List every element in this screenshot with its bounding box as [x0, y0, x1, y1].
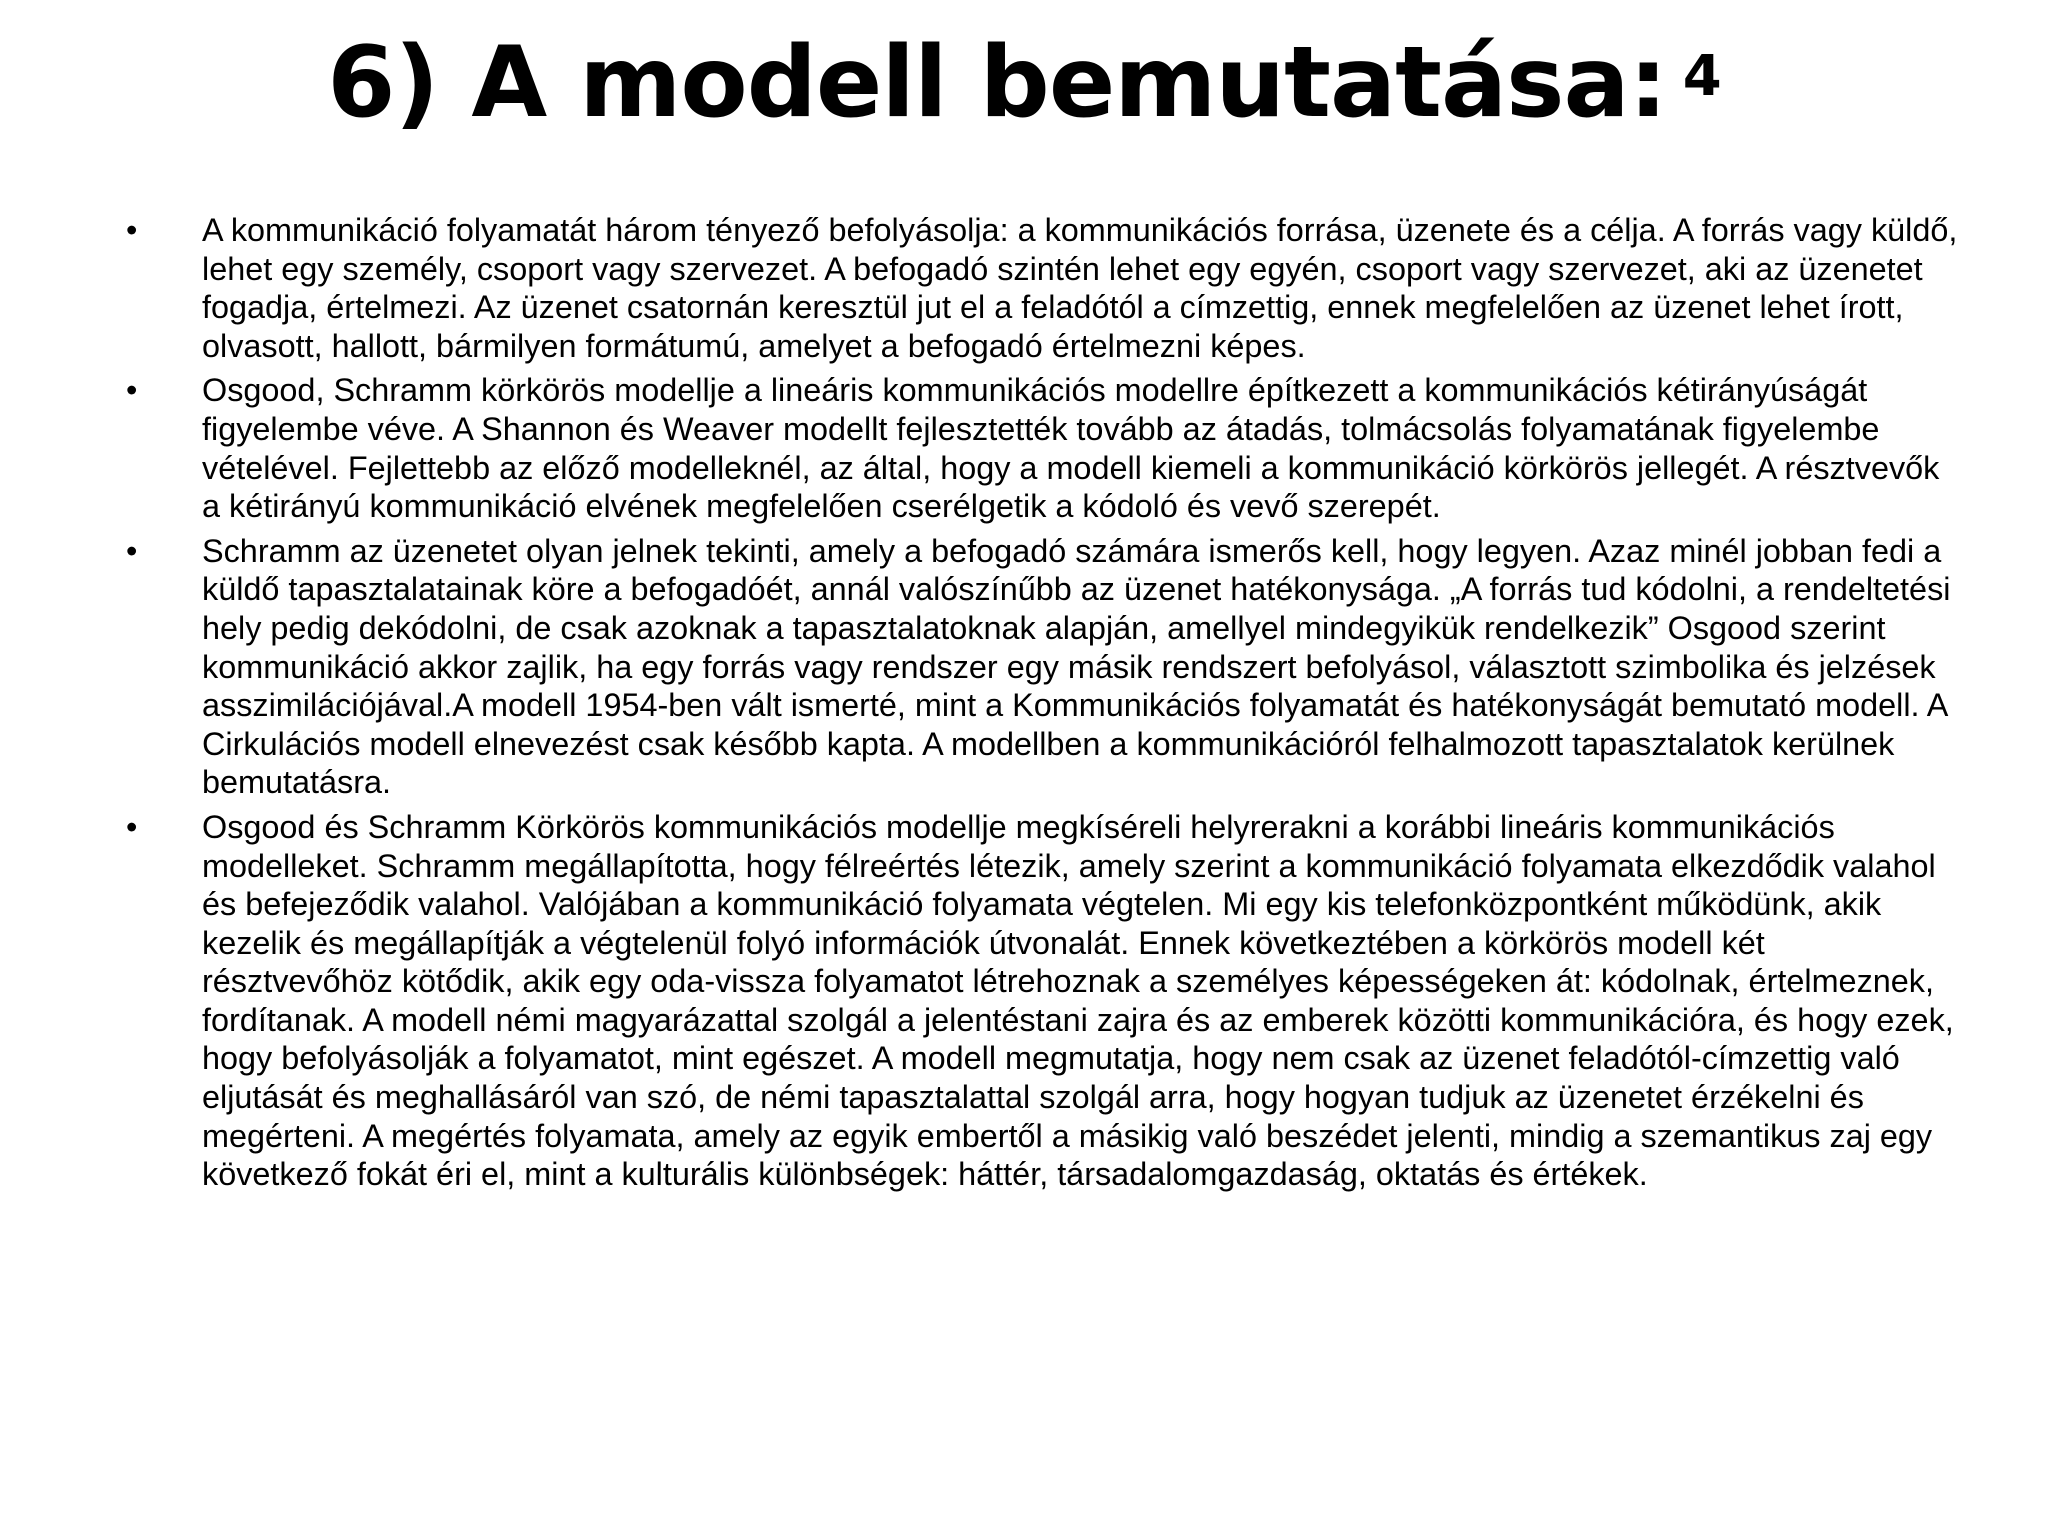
bullet-item [120, 532, 1960, 802]
bullet-list [120, 211, 1960, 1200]
bullet-dot-icon: • [126, 808, 138, 845]
slide-title-superscript: 4 [1682, 44, 1721, 109]
slide-title [0, 18, 2048, 148]
bullet-item [120, 808, 1960, 1194]
bullet-text: Schramm az üzenetet olyan jelnek tekinti, amely a befogadó számára ismerős kell, hogy legyen. Azaz minél jobban fedi a küldő tapasztalatainak köre a befogadóét, annál valószínűbb az üzenet hatékonysága. „A forrás tud kódolni, a rendeltetési hely pedig dekódolni, de csak azoknak a tapasztalatoknak alapján, amellyel mindegyikük rendelkezik” Osgood szerint kommunikáció akkor zajlik, ha egy forrás vagy rendszer egy másik rendszert befolyásol, választott szimbolika és jelzések asszimilációjával.A modell 1954-ben vált ismerté, mint a Kommunikációs folyamatát és hatékonyságát bemutató modell. A Cirkulációs modell elnevezést csak később kapta. A modellben a kommunikációról felhalmozott tapasztalatok kerülnek bemutatásra. [202, 532, 1951, 801]
bullet-item [120, 371, 1960, 525]
slide-title-text: 6) A modell bemutatása: [327, 26, 1667, 140]
bullet-text: A kommunikáció folyamatát három tényező befolyásolja: a kommunikációs forrása, üzenete és a célja. A forrás vagy küldő, lehet egy személy, csoport vagy szervezet. A befogadó szintén lehet egy egyén, csoport vagy szervezet, aki az üzenetet fogadja, értelmezi. Az üzenet csatornán keresztül jut el a feladótól a címzettig, ennek megfelelően az üzenet lehet írott, olvasott, hallott, bármilyen formátumú, amelyet a befogadó értelmezni képes. [202, 212, 1958, 364]
bullet-dot-icon: • [126, 212, 138, 248]
bullet-dot-icon: • [126, 372, 138, 409]
bullet-text: Osgood és Schramm Körkörös kommunikációs modellje megkíséreli helyrerakni a korábbi lineáris kommunikációs modelleket. Schramm megállapította, hogy félreértés létezik, amely szerint a kommunikáció folyamata elkezdődik valahol és befejeződik valahol. Valójában a kommunikáció folyamata végtelen. Mi egy kis telefonközpontként működünk, akik kezelik és megállapítják a végtelenül folyó információk útvonalát. Ennek következtében a körkörös modell két résztvevőhöz kötődik, akik egy oda-vissza folyamatot létrehoznak a személyes képességeken át: kódolnak, értelmeznek, fordítanak. A modell némi magyarázattal szolgál a jelentéstani zajra és az emberek közötti kommunikációra, és hogy ezek, hogy befolyásolják a folyamatot, mint egészet. A modell megmutatja, hogy nem csak az üzenet feladótól-címzettig való eljutását és meghallásáról van szó, de némi tapasztalattal szolgál arra, hogy hogyan tudjuk az üzenetet érzékelni és megérteni. A megértés folyamata, amely az egyik embertől a másikig való beszédet jelenti, mindig a szemantikus zaj egy következő fokát éri el, mint a kulturális különbségek: háttér, társadalomgazdaság, oktatás és értékek. [202, 808, 1954, 1193]
bullet-dot-icon: • [126, 532, 138, 569]
bullet-text: Osgood, Schramm körkörös modellje a lineáris kommunikációs modellre építkezett a kommunikációs kétirányúságát figyelembe véve. A Shannon és Weaver modellt fejlesztették tovább az átadás, tolmácsolás folyamatának figyelembe vételével. Fejlettebb az előző modelleknél, az által, hogy a modell kiemeli a kommunikáció körkörös jellegét. A résztvevők a kétirányú kommunikáció elvének megfelelően cserélgetik a kódoló és vevő szerepét. [202, 372, 1940, 525]
bullet-item [120, 211, 1960, 365]
